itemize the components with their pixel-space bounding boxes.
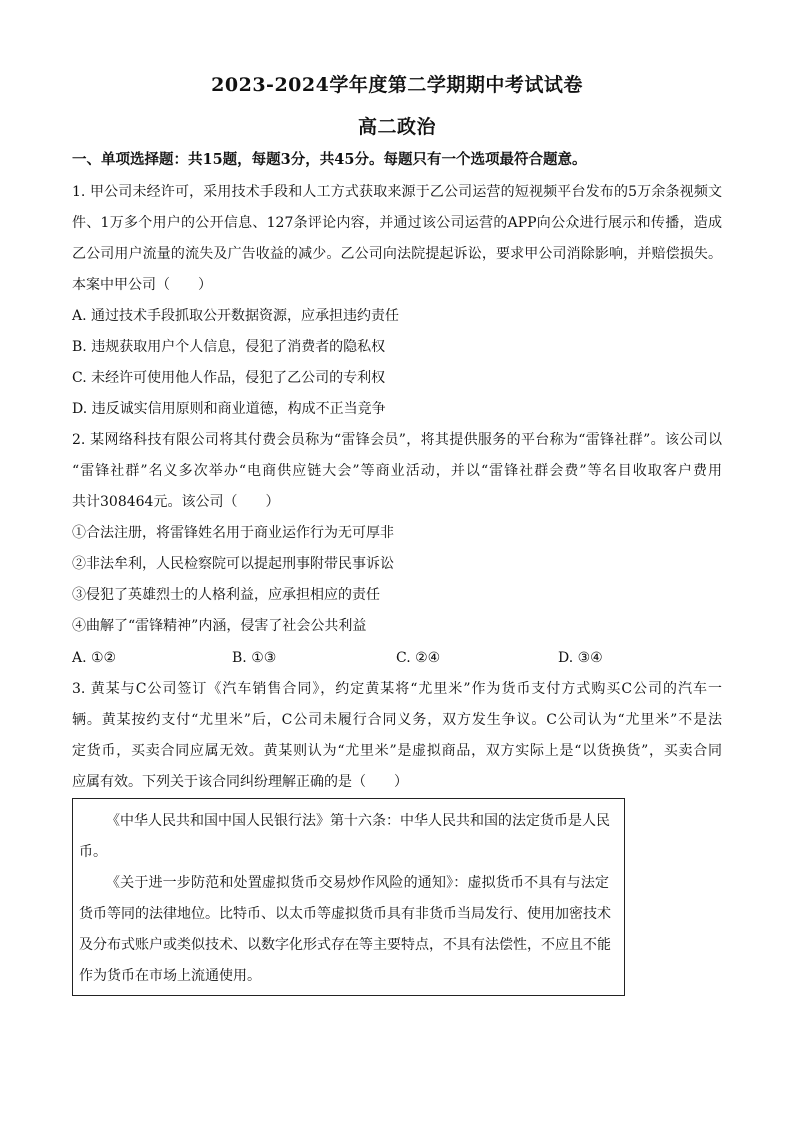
material-line-4: 货币等同的法律地位。比特币、以太币等虚拟货币具有非货币当局发行、使用加密技术 xyxy=(79,906,611,922)
q1-stem-line-4: 本案中甲公司（ ） xyxy=(72,277,212,293)
exam-subject: 高二政治 xyxy=(357,116,436,138)
q1-option-c: C. 未经许可使用他人作品，侵犯了乙公司的专利权 xyxy=(72,370,386,386)
q2-stem-line-1: 2. 某网络科技有限公司将其付费会员称为“雷锋会员”，将其提供服务的平台称为“雷锋社群”。该公司以 xyxy=(72,432,722,448)
q2-item-4: ④曲解了“雷锋精神”内涵，侵害了社会公共利益 xyxy=(72,618,367,634)
q2-item-1: ①合法注册，将雷锋姓名用于商业运作行为无可厚非 xyxy=(72,525,394,541)
q2-choice-c: C. ②④ xyxy=(396,650,441,666)
q3-stem-line-3: 定货币，买卖合同应属无效。黄某则认为“尤里米”是虚拟商品，双方实际上是“以货换货”，买卖合同 xyxy=(72,743,722,759)
q1-stem-line-1: 1. 甲公司未经许可，采用技术手段和人工方式获取来源于乙公司运营的短视频平台发布的5万余条视频文 xyxy=(72,184,722,200)
exam-title: 2023-2024学年度第二学期期中考试试卷 xyxy=(211,74,583,96)
q2-choice-b: B. ①③ xyxy=(232,650,277,666)
q1-stem-line-3: 乙公司用户流量的流失及广告收益的减少。乙公司向法院提起诉讼，要求甲公司消除影响，并赔偿损失。 xyxy=(72,246,722,262)
q2-choice-a: A. ①② xyxy=(72,650,117,666)
q1-option-b: B. 违规获取用户个人信息，侵犯了消费者的隐私权 xyxy=(72,339,386,355)
material-line-6: 作为货币在市场上流通使用。 xyxy=(79,968,261,984)
q2-item-3: ③侵犯了英雄烈士的人格利益，应承担相应的责任 xyxy=(72,587,380,603)
material-line-5: 及分布式账户或类似技术、以数字化形式存在等主要特点，不具有法偿性，不应且不能 xyxy=(79,937,611,953)
material-line-1: 《中华人民共和国中国人民银行法》第十六条：中华人民共和国的法定货币是人民 xyxy=(106,813,610,829)
q2-choice-d: D. ③④ xyxy=(558,650,603,666)
q2-stem-line-2: “雷锋社群”名义多次举办“电商供应链大会”等商业活动，并以“雷锋社群会费”等名目收取客户费用 xyxy=(72,463,722,479)
q1-stem-line-2: 件、1万多个用户的公开信息、127条评论内容，并通过该公司运营的APP向公众进行展示和传播，造成 xyxy=(72,215,722,231)
q3-stem-line-4: 应属有效。下列关于该合同纠纷理解正确的是（ ） xyxy=(72,774,408,790)
material-line-3: 《关于进一步防范和处置虚拟货币交易炒作风险的通知》：虚拟货币不具有与法定 xyxy=(106,875,609,891)
q3-material-box xyxy=(72,798,625,996)
q2-item-2: ②非法牟利，人民检察院可以提起刑事附带民事诉讼 xyxy=(72,556,394,572)
material-line-2: 币。 xyxy=(79,844,107,860)
q1-option-a: A. 通过技术手段抓取公开数据资源，应承担违约责任 xyxy=(72,308,400,324)
q2-stem-line-3: 共计308464元。该公司（ ） xyxy=(72,494,280,510)
q1-option-d: D. 违反诚实信用原则和商业道德，构成不正当竞争 xyxy=(72,401,386,417)
q3-stem-line-2: 辆。黄某按约支付“尤里米”后，C公司未履行合同义务，双方发生争议。C公司认为“尤里米”不是法 xyxy=(72,712,722,728)
section-heading: 一、单项选择题：共15题，每题3分，共45分。每题只有一个选项最符合题意。 xyxy=(72,151,587,168)
q3-stem-line-1: 3. 黄某与C公司签订《汽车销售合同》，约定黄某将“尤里米”作为货币支付方式购买C公司的汽车一 xyxy=(72,681,722,697)
